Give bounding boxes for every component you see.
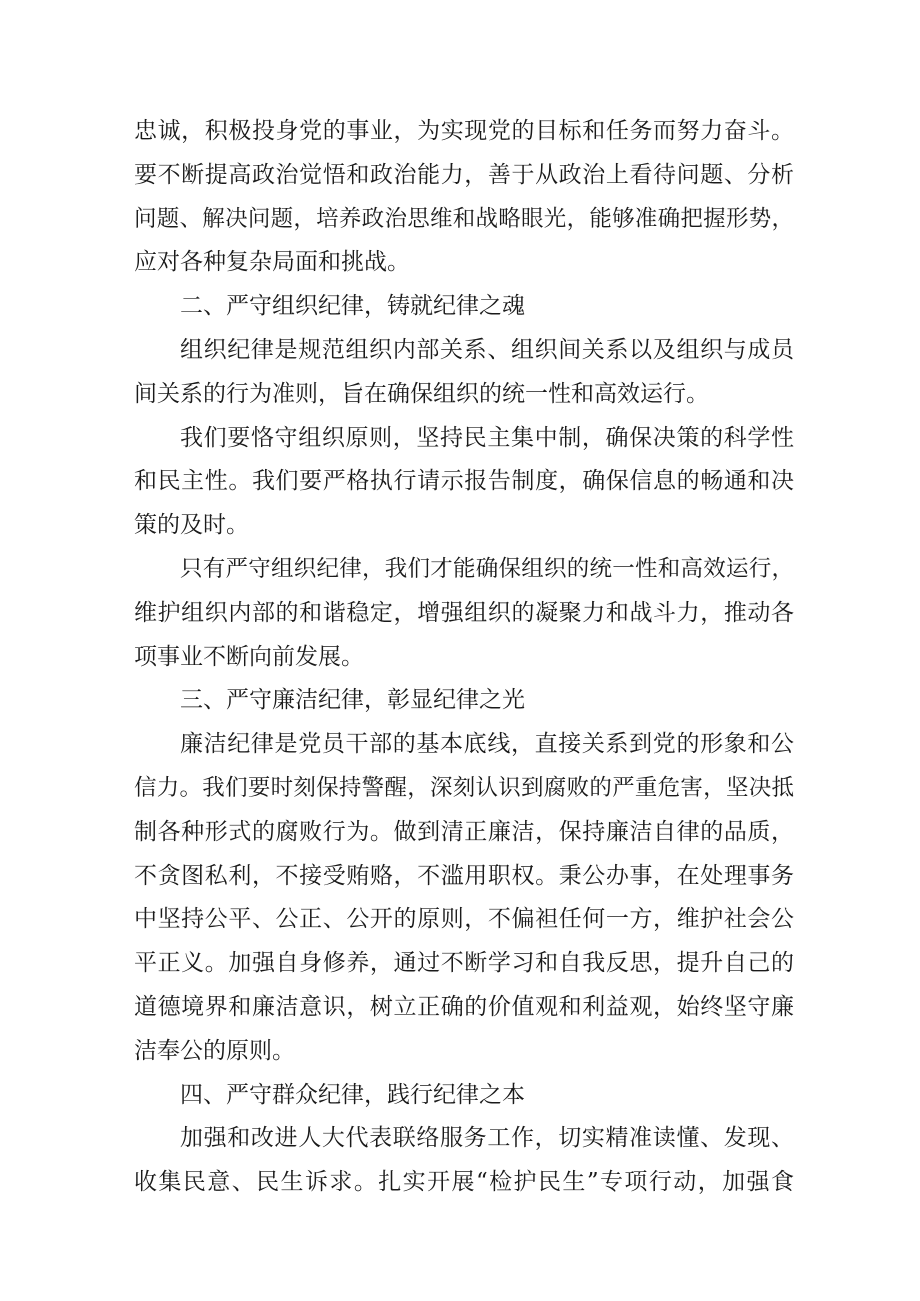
document-body (134, 110, 794, 1205)
text-line: 问题、解决问题，培养政治思维和战略眼光，能够准确把握形势， (134, 205, 794, 232)
text-line: 收集民意、民生诉求。扎实开展“检护民生”专项行动，加强食 (134, 1169, 794, 1196)
paragraph (134, 548, 794, 679)
paragraph (134, 1117, 794, 1205)
text-line: 项事业不断向前发展。 (134, 643, 364, 670)
text-line: 中坚持公平、公正、公开的原则，不偏袒任何一方，维护社会公 (134, 906, 794, 933)
paragraph (134, 329, 794, 417)
text-line: 只有严守组织纪律，我们才能确保组织的统一性和高效运行， (180, 555, 794, 582)
section-heading: 四、严守群众纪律，践行纪律之本 (180, 1081, 525, 1108)
paragraph (134, 110, 794, 285)
text-line: 廉洁纪律是党员干部的基本底线，直接关系到党的形象和公 (180, 731, 794, 758)
text-line: 和民主性。我们要严格执行请示报告制度，确保信息的畅通和决 (134, 468, 794, 495)
section-heading: 三、严守廉洁纪律，彰显纪律之光 (180, 687, 525, 714)
text-line: 不贪图私利，不接受贿赂，不滥用职权。秉公办事，在处理事务 (134, 862, 794, 889)
text-line: 道德境界和廉洁意识，树立正确的价值观和利益观，始终坚守廉 (134, 993, 794, 1020)
text-line: 洁奉公的原则。 (134, 1037, 295, 1064)
section-heading: 二、严守组织纪律，铸就纪律之魂 (180, 293, 525, 320)
text-line: 制各种形式的腐败行为。做到清正廉洁，保持廉洁自律的品质， (134, 818, 794, 845)
paragraph (134, 723, 794, 1073)
text-line: 我们要恪守组织原则，坚持民主集中制，确保决策的科学性 (180, 424, 794, 451)
text-line: 策的及时。 (134, 512, 249, 539)
text-line: 应对各种复杂局面和挑战。 (134, 249, 410, 276)
text-line: 要不断提高政治觉悟和政治能力，善于从政治上看待问题、分析 (134, 161, 794, 188)
text-line: 平正义。加强自身修养，通过不断学习和自我反思，提升自己的 (134, 950, 794, 977)
text-line: 间关系的行为准则，旨在确保组织的统一性和高效运行。 (134, 380, 709, 407)
text-line: 维护组织内部的和谐稳定，增强组织的凝聚力和战斗力，推动各 (134, 599, 794, 626)
paragraph (134, 417, 794, 548)
text-line: 信力。我们要时刻保持警醒，深刻认识到腐败的严重危害，坚决抵 (134, 774, 794, 801)
text-line: 加强和改进人大代表联络服务工作，切实精准读懂、发现、 (180, 1125, 794, 1152)
text-line: 组织纪律是规范组织内部关系、组织间关系以及组织与成员 (180, 336, 794, 363)
text-line: 忠诚，积极投身党的事业，为实现党的目标和任务而努力奋斗。 (134, 118, 794, 144)
